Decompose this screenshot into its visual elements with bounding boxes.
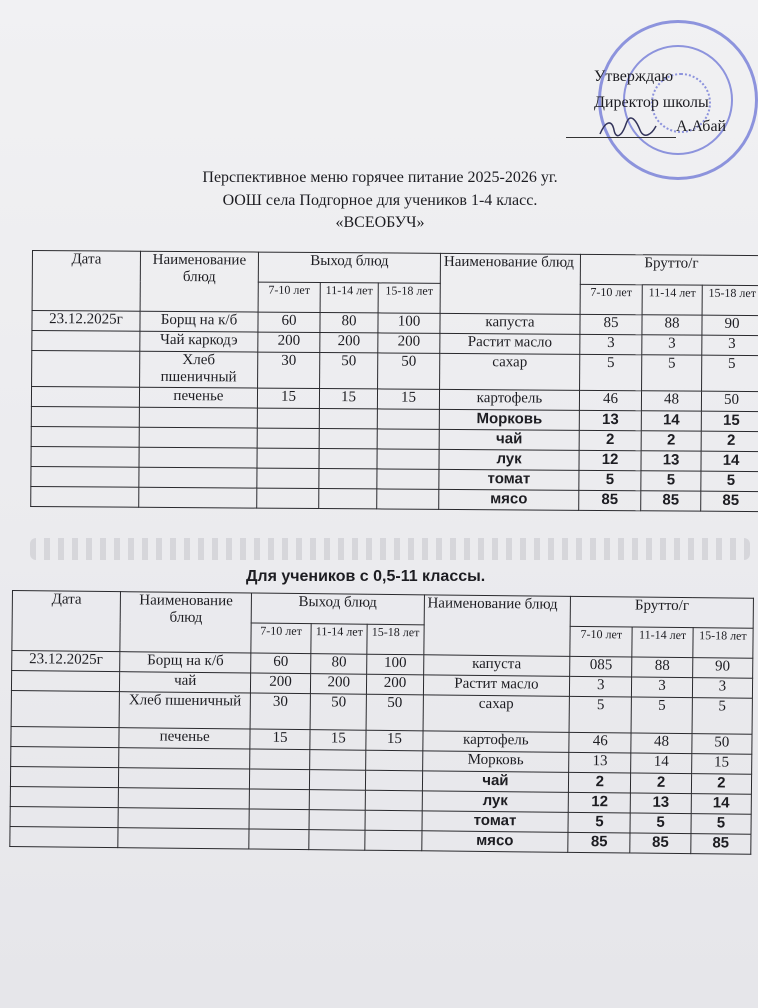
cell-output-o1 (249, 769, 309, 790)
cell-date (10, 826, 119, 847)
cell-output-o1: 15 (257, 388, 319, 408)
cell-date: 23.12.2025г (12, 651, 121, 672)
cell-output-o1: 15 (250, 729, 310, 750)
cell-output-o1: 30 (250, 693, 311, 730)
cell-output-o1 (249, 809, 309, 830)
cell-gross-g1: 5 (568, 812, 630, 833)
cell-date (31, 387, 139, 408)
cell-gross-g3: 5 (701, 471, 758, 491)
cell-ingredient: Растит масло (440, 333, 580, 354)
cell-output-o2 (309, 830, 365, 851)
cell-output-o3 (377, 449, 439, 469)
header-output-age2: 11-14 лет (311, 624, 368, 655)
cell-ingredient: лук (422, 791, 569, 813)
cell-dish: печенье (119, 728, 250, 749)
cell-gross-g1: 12 (568, 792, 630, 813)
cell-ingredient: чай (439, 429, 579, 450)
cell-output-o2: 200 (320, 333, 378, 353)
cell-gross-g1: 085 (570, 656, 632, 677)
cell-output-o2 (319, 449, 377, 469)
cell-output-o3 (366, 770, 422, 791)
cell-output-o3 (377, 489, 439, 509)
section-subtitle: Для учеников с 0,5-11 классы. (246, 568, 486, 585)
cell-gross-g3: 5 (692, 698, 753, 735)
cell-ingredient: сахар (440, 353, 580, 390)
header-output-age3: 15-18 лет (378, 283, 440, 313)
cell-dish (139, 427, 257, 448)
cell-date (11, 671, 120, 692)
cell-output-o1 (249, 829, 309, 850)
cell-output-o3: 200 (367, 674, 423, 695)
cell-output-o1: 200 (258, 332, 320, 352)
cell-output-o2: 15 (310, 730, 366, 751)
cell-date (31, 466, 139, 487)
cell-dish (119, 748, 250, 769)
cell-output-o2: 80 (320, 313, 378, 333)
cell-dish (139, 467, 257, 488)
cell-output-o1: 200 (250, 673, 310, 694)
cell-gross-g2: 88 (632, 657, 692, 678)
cell-gross-g1: 3 (570, 676, 632, 697)
cell-ingredient: капуста (423, 655, 570, 677)
director-signature (596, 116, 676, 138)
cell-gross-g3: 3 (692, 678, 753, 699)
cell-ingredient: картофель (422, 731, 569, 753)
cell-ingredient: Морковь (439, 409, 579, 430)
cell-gross-g1: 2 (579, 430, 641, 450)
cell-dish (139, 407, 257, 428)
header-row (12, 591, 753, 629)
cell-output-o1 (257, 408, 319, 428)
cell-date (31, 446, 139, 467)
header-ingredient: Наименование блюд (423, 595, 570, 657)
cell-gross-g3: 14 (691, 794, 752, 815)
cell-ingredient: томат (439, 469, 579, 490)
cell-output-o1: 30 (258, 352, 320, 388)
cell-ingredient: мясо (439, 489, 579, 510)
cell-gross-g1: 3 (580, 334, 642, 354)
cell-gross-g1: 46 (579, 390, 641, 410)
cell-gross-g2: 3 (642, 335, 702, 355)
header-output-age3: 15-18 лет (367, 624, 424, 655)
cell-gross-g3: 15 (701, 411, 758, 431)
cell-output-o3: 15 (377, 389, 439, 409)
cell-output-o2: 50 (310, 694, 367, 731)
cell-output-o3: 100 (378, 313, 440, 333)
cell-date (31, 406, 139, 427)
header-gross: Брутто/г (580, 254, 758, 285)
cell-gross-g2: 14 (641, 411, 701, 431)
menu-table-grades-0-11 (9, 590, 754, 855)
cell-output-o1 (250, 749, 310, 770)
cell-output-o1 (257, 448, 319, 468)
cell-date (32, 351, 140, 388)
header-gross-gage3: 15-18 лет (693, 628, 754, 659)
cell-gross-g1: 85 (580, 314, 642, 334)
document-title: Перспективное меню горячее питание 2025-2026 уг. (202, 169, 558, 186)
cell-gross-g3: 50 (691, 734, 752, 755)
cell-gross-g1: 13 (569, 752, 631, 773)
cell-output-o2 (309, 790, 365, 811)
cell-gross-g3: 15 (691, 754, 752, 775)
header-date: Дата (32, 251, 140, 312)
cell-output-o3: 50 (378, 353, 440, 389)
cell-ingredient: капуста (440, 313, 580, 334)
cell-gross-g1: 46 (569, 732, 631, 753)
cell-output-o3: 50 (366, 694, 423, 731)
header-output: Выход блюд (251, 593, 424, 625)
cell-output-o2 (319, 429, 377, 449)
cell-output-o2: 50 (320, 353, 378, 389)
cell-gross-g2: 85 (630, 833, 690, 854)
cell-gross-g3: 50 (701, 391, 758, 411)
cell-output-o2: 200 (311, 674, 367, 695)
cell-dish: Хлеб пшеничный (119, 692, 250, 729)
cell-ingredient: томат (422, 811, 569, 833)
header-gross-gage1: 7-10 лет (580, 284, 642, 314)
approval-line-2: Директор школы (594, 94, 709, 111)
cell-gross-g2: 5 (630, 813, 690, 834)
cell-dish: печенье (139, 387, 257, 408)
cell-output-o2 (309, 810, 365, 831)
cell-ingredient: сахар (423, 695, 570, 733)
header-gross-gage2: 11-14 лет (642, 285, 702, 315)
header-output: Выход блюд (258, 252, 440, 283)
cell-output-o3: 200 (378, 333, 440, 353)
cell-dish: Борщ на к/б (120, 652, 251, 673)
cell-dish: Чай каркодэ (140, 331, 258, 352)
cell-date (11, 690, 120, 727)
cell-gross-g2: 5 (641, 471, 701, 491)
cell-gross-g1: 85 (568, 832, 630, 853)
cell-output-o3 (377, 469, 439, 489)
header-gross-gage3: 15-18 лет (702, 285, 758, 315)
header-row (32, 251, 758, 286)
cell-output-o3: 15 (366, 730, 422, 751)
cell-ingredient: Растит масло (423, 675, 570, 697)
cell-output-o3 (366, 750, 422, 771)
cell-dish (139, 447, 257, 468)
cell-dish (119, 768, 250, 789)
cell-output-o3 (366, 790, 422, 811)
cell-gross-g3: 85 (701, 491, 758, 511)
cell-gross-g2: 2 (641, 431, 701, 451)
cell-output-o1 (249, 789, 309, 810)
cell-dish: чай (120, 672, 251, 693)
cell-date (10, 806, 119, 827)
cell-gross-g3: 2 (701, 431, 758, 451)
cell-dish (139, 487, 257, 508)
menu-table-grades-1-4 (30, 250, 758, 512)
cell-gross-g1: 5 (580, 354, 642, 390)
cell-gross-g1: 2 (569, 772, 631, 793)
cell-gross-g2: 13 (631, 793, 691, 814)
header-ingredient: Наименование блюд (440, 253, 580, 314)
header-output-age1: 7-10 лет (258, 282, 320, 312)
cell-date (31, 486, 139, 507)
cell-dish (118, 828, 249, 849)
cell-output-o2: 80 (311, 654, 367, 675)
cell-gross-g2: 14 (631, 753, 691, 774)
cell-dish: Борщ на к/б (140, 311, 258, 332)
cell-output-o1: 60 (251, 653, 311, 674)
cell-gross-g1: 5 (569, 696, 632, 733)
cell-gross-g1: 13 (579, 410, 641, 430)
cell-gross-g2: 5 (631, 697, 692, 734)
cell-ingredient: лук (439, 449, 579, 470)
cell-date (11, 726, 120, 747)
cell-gross-g2: 85 (641, 491, 701, 511)
approval-line-1: Утверждаю (594, 68, 674, 85)
header-gross-gage1: 7-10 лет (570, 626, 633, 657)
cell-date (31, 426, 139, 447)
cell-gross-g3: 90 (692, 658, 753, 679)
header-gross: Брутто/г (570, 596, 753, 628)
header-output-age1: 7-10 лет (251, 623, 312, 654)
cell-date (11, 746, 120, 767)
cell-date (32, 331, 140, 352)
cell-output-o2: 15 (319, 389, 377, 409)
document-program: «ВСЕОБУЧ» (335, 214, 425, 231)
cell-output-o3 (365, 830, 421, 851)
cell-ingredient: Морковь (422, 751, 569, 773)
cell-ingredient: мясо (421, 831, 568, 853)
cell-dish (119, 788, 250, 809)
header-dish: Наименование блюд (140, 251, 258, 312)
cell-gross-g1: 85 (579, 490, 641, 510)
header-dish: Наименование блюд (120, 592, 251, 653)
cell-gross-g2: 2 (631, 773, 691, 794)
cell-output-o2 (319, 409, 377, 429)
cell-output-o1 (257, 488, 319, 508)
table-row (32, 351, 758, 392)
cell-output-o2 (310, 750, 366, 771)
cell-output-o2 (319, 489, 377, 509)
document-school: ООШ села Подгорное для учеников 1-4 класс. (222, 192, 538, 209)
cell-date: 23.12.2025г (32, 311, 140, 332)
table-row (31, 486, 758, 511)
cell-gross-g2: 48 (641, 391, 701, 411)
cell-gross-g1: 12 (579, 450, 641, 470)
photocopy-smudge (30, 538, 750, 560)
approval-line-3: А.Абай (676, 118, 727, 135)
cell-gross-g2: 3 (632, 677, 692, 698)
header-date: Дата (12, 591, 121, 652)
cell-gross-g3: 85 (690, 834, 751, 855)
cell-gross-g1: 5 (579, 470, 641, 490)
cell-output-o2 (310, 770, 366, 791)
cell-dish: Хлеб пшеничный (140, 351, 258, 388)
cell-output-o3 (377, 409, 439, 429)
cell-output-o3: 100 (367, 654, 423, 675)
cell-gross-g3: 5 (702, 355, 758, 391)
cell-gross-g2: 5 (642, 355, 702, 391)
cell-gross-g3: 90 (702, 315, 758, 335)
cell-output-o2 (319, 469, 377, 489)
cell-ingredient: картофель (439, 389, 579, 410)
header-output-age2: 11-14 лет (320, 283, 378, 313)
cell-gross-g2: 13 (641, 451, 701, 471)
cell-output-o1 (257, 428, 319, 448)
cell-gross-g3: 14 (701, 451, 758, 471)
cell-gross-g2: 48 (631, 733, 691, 754)
signature-line (566, 137, 676, 138)
cell-gross-g3: 2 (691, 774, 752, 795)
cell-output-o3 (377, 429, 439, 449)
cell-output-o1 (257, 468, 319, 488)
cell-date (10, 766, 119, 787)
cell-gross-g3: 5 (691, 814, 752, 835)
cell-gross-g3: 3 (702, 335, 758, 355)
cell-dish (118, 808, 249, 829)
cell-date (10, 786, 119, 807)
cell-output-o1: 60 (258, 312, 320, 332)
cell-gross-g2: 88 (642, 315, 702, 335)
cell-output-o3 (365, 810, 421, 831)
header-gross-gage2: 11-14 лет (632, 627, 693, 658)
cell-ingredient: чай (422, 771, 569, 793)
